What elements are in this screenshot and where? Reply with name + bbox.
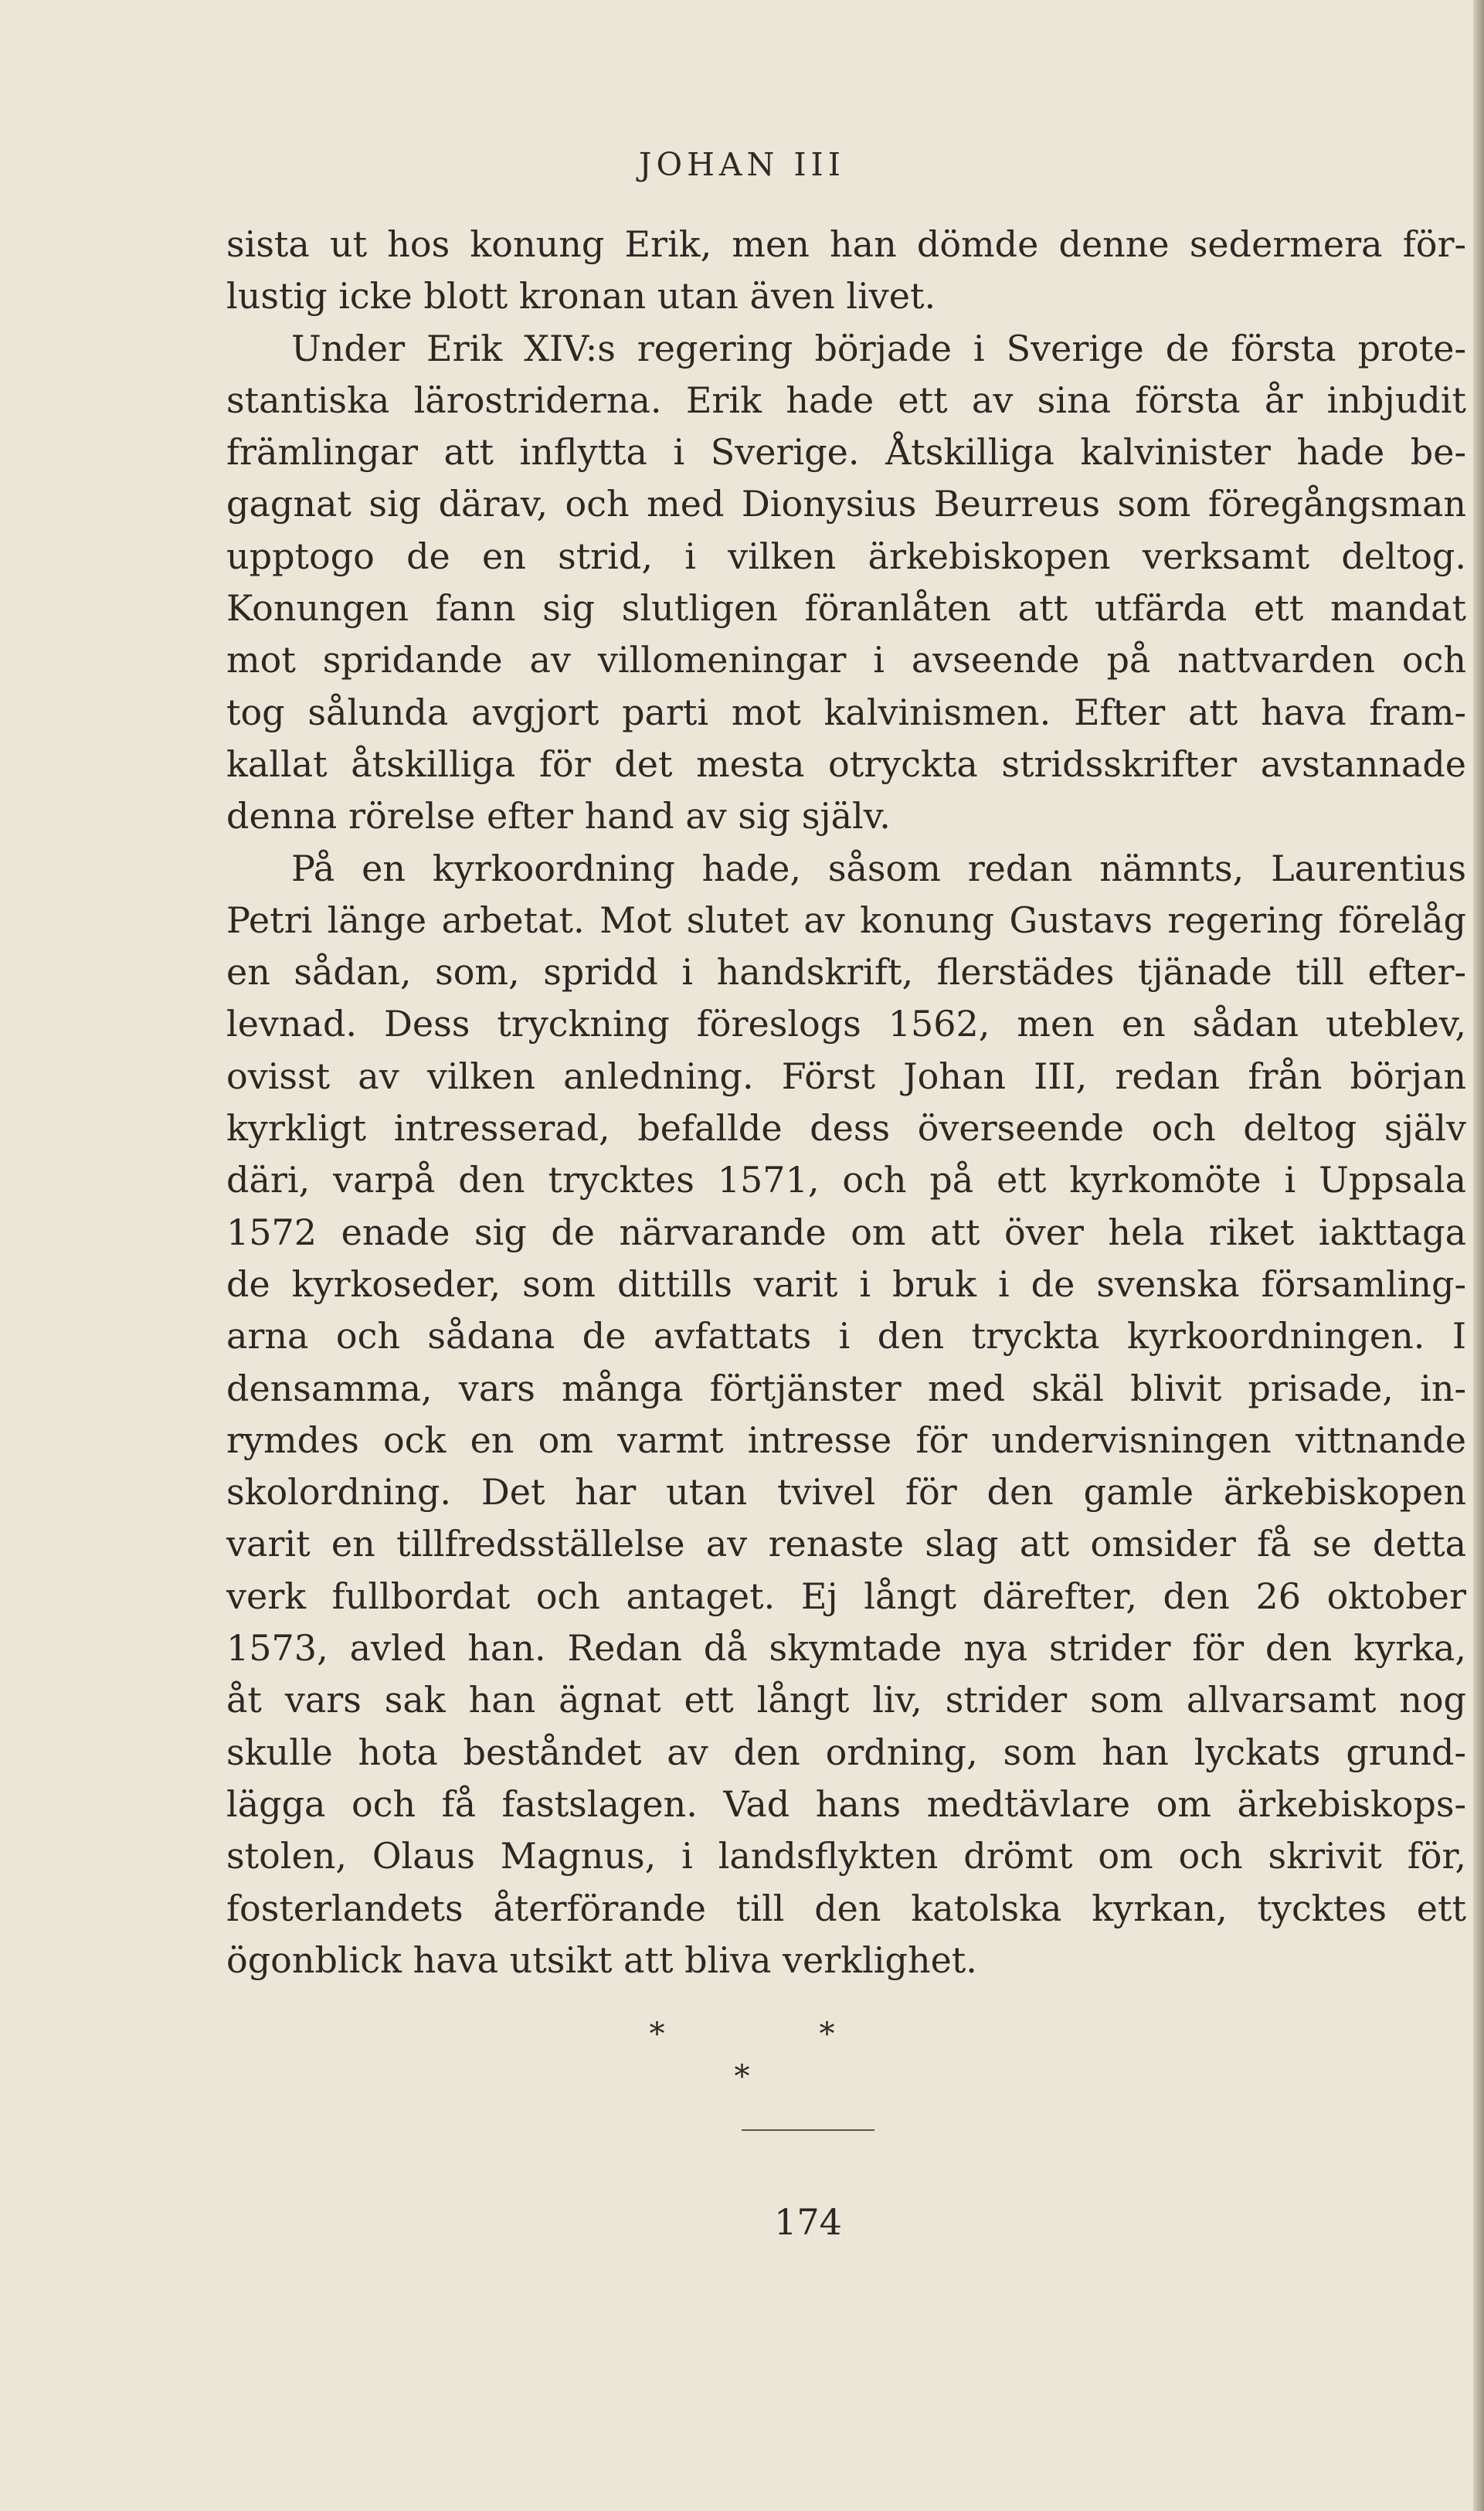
asterisk: * <box>649 2017 665 2052</box>
text-line: varit en tillfredsställelse av renaste slag att omsider få se detta <box>226 1523 1466 1565</box>
text-line: levnad. Dess tryckning föreslogs 1562, men en sådan uteblev, <box>226 1003 1466 1045</box>
text-line: 1572 enade sig de närvarande om att över hela riket iakttaga <box>226 1211 1466 1253</box>
text-line: Konungen fann sig slutligen föranlåten att utfärda ett mandat <box>226 587 1466 630</box>
page-edge <box>1473 0 1484 2511</box>
asterisk: * <box>734 2059 750 2095</box>
text-line: kallat åtskilliga för det mesta otryckta stridsskrifter avstannade <box>226 742 1466 785</box>
text-line: främlingar att inflytta i Sverige. Åtskilliga kalvinister hade be- <box>226 431 1466 474</box>
text-line: arna och sådana de avfattats i den tryckta kyrkoordningen. I <box>226 1315 1466 1357</box>
text-line: skulle hota beståndet av den ordning, som han lyckats grund- <box>226 1731 1466 1773</box>
text-line: lustig icke blott kronan utan även livet. <box>226 275 936 318</box>
body-text <box>226 219 1466 1986</box>
text-line: de kyrkoseder, som dittills varit i bruk i de svenska församling- <box>226 1262 1466 1305</box>
section-break-star <box>0 2059 1484 2095</box>
text-line: skolordning. Det har utan tvivel för den gamle ärkebiskopen <box>226 1471 1466 1514</box>
text-line: stantiska lärostriderna. Erik hade ett av sina första år inbjudit <box>226 379 1466 421</box>
text-line: lägga och få fastslagen. Vad hans medtävlare om ärkebiskops- <box>226 1782 1466 1825</box>
page-number: 174 <box>774 2201 842 2243</box>
text-line: På en kyrkoordning hade, såsom redan nämnts, Laurentius <box>291 847 1466 889</box>
text-line: verk fullbordat och antaget. Ej långt därefter, den 26 oktober <box>226 1575 1466 1617</box>
text-line: en sådan, som, spridd i handskrift, flerstädes tjänade till efter- <box>226 951 1466 994</box>
text-line: denna rörelse efter hand av sig själv. <box>226 795 891 838</box>
folio-rule <box>742 2129 874 2131</box>
text-line: åt vars sak han ägnat ett långt liv, strider som allvarsamt nog <box>226 1679 1466 1721</box>
text-line: gagnat sig därav, och med Dionysius Beurreus som föregångsman <box>226 483 1466 525</box>
text-line: ögonblick hava utsikt att bliva verklighet. <box>226 1938 977 1981</box>
section-break-stars <box>0 2017 1484 2052</box>
asterisk: * <box>819 2017 835 2052</box>
text-line: mot spridande av villomeningar i avseende på nattvarden och <box>226 639 1466 681</box>
text-line: fosterlandets återförande till den katolska kyrkan, tycktes ett <box>226 1887 1466 1929</box>
running-head: JOHAN III <box>639 146 845 183</box>
text-line: Under Erik XIV:s regering började i Sverige de första prote- <box>291 327 1466 369</box>
text-line: ovisst av vilken anledning. Först Johan III, redan från början <box>226 1055 1466 1097</box>
text-line: tog sålunda avgjort parti mot kalvinismen. Efter att hava fram- <box>226 691 1466 733</box>
text-line: kyrkligt intresserad, befallde dess överseende och deltog själv <box>226 1107 1466 1150</box>
text-line: upptogo de en strid, i vilken ärkebiskopen verksamt deltog. <box>226 535 1466 577</box>
text-line: sista ut hos konung Erik, men han dömde denne sedermera för- <box>226 223 1466 265</box>
text-line: Petri länge arbetat. Mot slutet av konung Gustavs regering förelåg <box>226 899 1466 941</box>
text-line: däri, varpå den trycktes 1571, och på ett kyrkomöte i Uppsala <box>226 1159 1466 1201</box>
text-line: rymdes ock en om varmt intresse för undervisningen vittnande <box>226 1419 1466 1461</box>
text-line: 1573, avled han. Redan då skymtade nya strider för den kyrka, <box>226 1627 1466 1670</box>
text-line: stolen, Olaus Magnus, i landsflykten drömt om och skrivit för, <box>226 1835 1466 1877</box>
text-line: densamma, vars många förtjänster med skäl blivit prisade, in- <box>226 1367 1466 1409</box>
